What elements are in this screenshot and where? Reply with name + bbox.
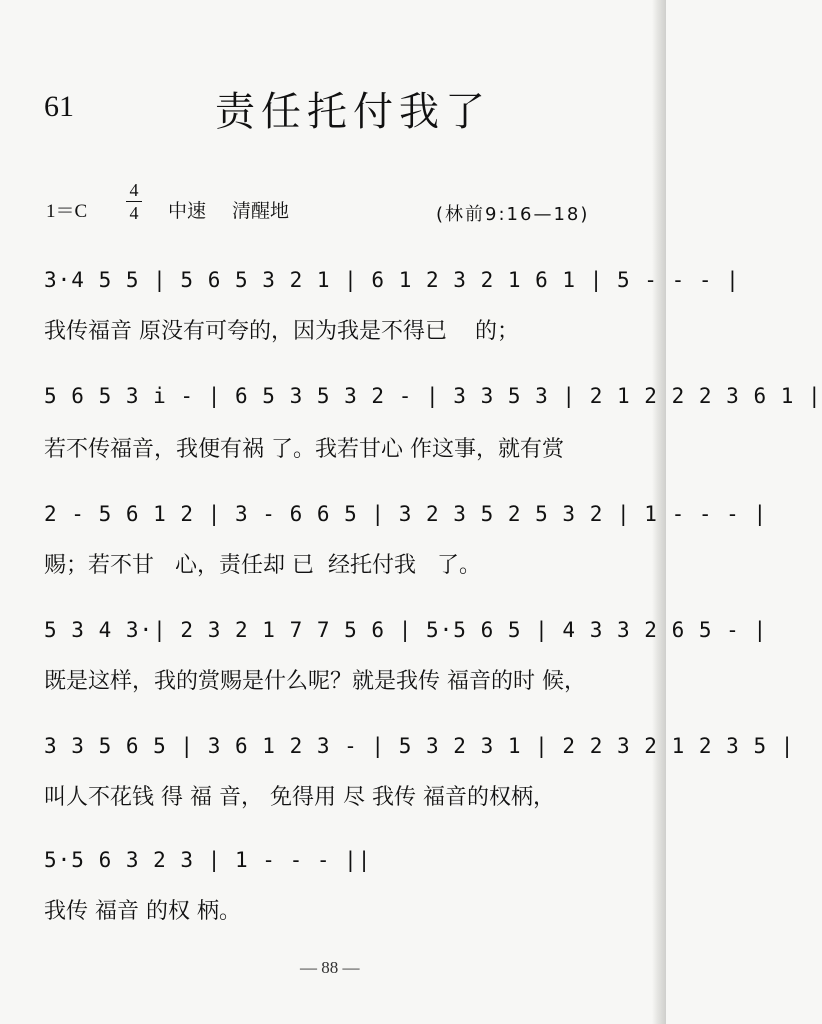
lyric-line-2: 若不传福音，我便有祸 了。我若甘心 作这事，就有赏 [44,437,564,462]
time-signature-bottom: 4 [129,203,139,223]
lyric-line-5: 叫人不花钱 得 福 音， 免得用 尽 我传 福音的权柄， [44,785,555,810]
tempo-marking: 中速 [168,200,207,222]
expression-marking: 清醒地 [232,200,290,222]
time-signature-bar [126,201,142,202]
lyric-line-1: 我传福音 原没有可夸的，因为我是不得已 的； [44,319,519,344]
page-number: — 88 — [300,958,360,977]
song-title: 责任托付我了 [215,89,491,135]
song-number: 61 [44,90,74,123]
key-signature: 1＝C [46,201,88,222]
lyric-line-3: 赐；若不甘 心，责任却 已 经托付我 了。 [44,553,481,578]
notation-line-2: 5 6 5 3 i - | 6 5 3 5 3 2 - | 3 3 5 3 | 2 1 2 2 2 3 6 1 | [44,384,822,408]
notation-line-3: 2 - 5 6 1 2 | 3 - 6 6 5 | 3 2 3 5 2 5 3 2 | 1 - - - | [44,502,768,526]
notation-line-4: 5 3 4 3·| 2 3 2 1 7 7 5 6 | 5·5 6 5 | 4 3 3 2 6 5 - | [44,618,768,642]
time-signature-top: 4 [129,180,139,200]
notation-line-6: 5·5 6 3 2 3 | 1 - - - || [44,848,372,872]
notation-line-1: 3·4 5 5 | 5 6 5 3 2 1 | 6 1 2 3 2 1 6 1 | 5 - - - | [44,268,740,292]
lyric-line-6: 我传 福音 的权 柄。 [44,899,241,924]
notation-line-5: 3 3 5 6 5 | 3 6 1 2 3 - | 5 3 2 3 1 | 2 2 3 2 1 2 3 5 | [44,734,795,758]
time-signature [126,180,142,223]
lyric-line-4: 既是这样，我的赏赐是什么呢？就是我传 福音的时 候， [44,669,586,694]
scripture-reference: (林前9:16—18) [436,204,590,225]
